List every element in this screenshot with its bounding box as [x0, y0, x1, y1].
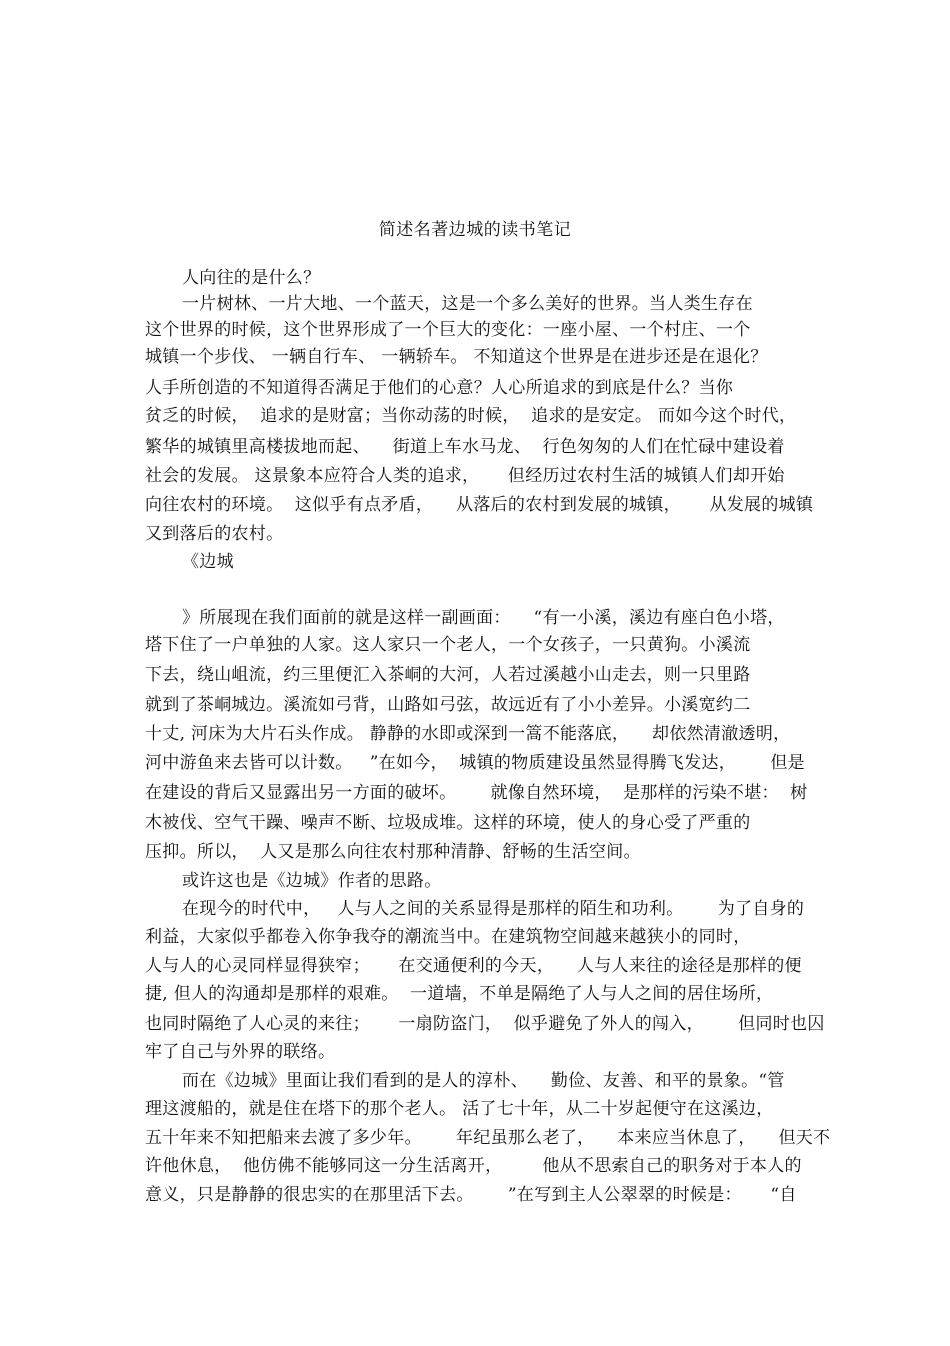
paragraph-line: 繁华的城镇里高楼拔地而起、 街道上车水马龙、 行色匆匆的人们在忙碌中建设着 — [145, 437, 785, 457]
paragraph-line: 城镇一个步伐、 一辆自行车、 一辆轿车。 不知道这个世界是在进步还是在退化？ — [145, 347, 768, 367]
paragraph-line: 这个世界的时候，这个世界形成了一个巨大的变化：一座小屋、一个村庄、一个 — [145, 320, 751, 340]
paragraph-line: 也同时隔绝了人心灵的来往； 一扇防盗门， 似乎避免了外人的闯入， 但同时也囚 — [145, 1014, 825, 1034]
paragraph-line: 社会的发展。 这景象本应符合人类的追求， 但经历过农村生活的城镇人们却开始 — [145, 466, 785, 486]
paragraph-line: 牢了自己与外界的联络。 — [145, 1042, 336, 1062]
paragraph-line: 又到落后的农村。 — [145, 524, 284, 544]
paragraph-line: 》所展现在我们面前的就是这样一副画面： “有一小溪，溪边有座白色小塔， — [182, 608, 785, 628]
paragraph-line: 理这渡船的，就是住在塔下的那个老人。 活了七十年，从二十岁起便守在这溪边， — [145, 1099, 774, 1119]
paragraph-line: 下去，绕山岨流，约三里便汇入茶峒的大河，人若过溪越小山走去，则一只里路 — [145, 665, 751, 685]
paragraph-line: 或许这也是《边城》作者的思路。 — [182, 871, 442, 891]
paragraph-line: 而在《边城》里面让我们看到的是人的淳朴、 勤俭、友善、和平的景象。“管 — [182, 1071, 785, 1091]
paragraph-line: 捷, 但人的沟通却是那样的艰难。 一道墙，不单是隔绝了人与人之间的居住场所， — [145, 984, 774, 1004]
paragraph-line: 十丈, 河床为大片石头作成。 静静的水即或深到一篙不能落底， 却依然清澈透明， — [145, 724, 791, 744]
paragraph-line: 许他休息， 他仿佛不能够同这一分生活离开， 他从不思索自己的职务对于本人的 — [145, 1156, 802, 1176]
paragraph-line: 木被伐、空气干躁、噪声不断、垃圾成堆。这样的环境，使人的身心受了严重的 — [145, 813, 751, 833]
paragraph-line: 在建设的背后又显露出另一方面的破坏。 就像自然环境， 是那样的污染不堪： 树 — [145, 783, 808, 803]
paragraph-line: 向往农村的环境。 这似乎有点矛盾， 从落后的农村到发展的城镇， 从发展的城镇 — [145, 495, 814, 515]
paragraph-line: 一片树林、一片大地、一个蓝天，这是一个多么美好的世界。当人类生存在 — [182, 294, 753, 314]
paragraph-line: 意义，只是静静的很忠实的在那里活下去。 ”在写到主人公翠翠的时候是： “自 — [145, 1185, 797, 1205]
paragraph-line: 在现今的时代中， 人与人之间的关系显得是那样的陌生和功利。 为了自身的 — [182, 899, 805, 919]
paragraph-line: 压抑。所以， 人又是那么向往农村那种清静、舒畅的生活空间。 — [145, 842, 641, 862]
paragraph-line: 利益，大家似乎都卷入你争我夺的潮流当中。在建筑物空间越来越狭小的同时， — [145, 927, 751, 947]
paragraph-line: 塔下住了一户单独的人家。这人家只一个老人，一个女孩子，一只黄狗。小溪流 — [145, 635, 751, 655]
paragraph-line: 人手所创造的不知道得否满足于他们的心意？人心所追求的到底是什么？当你 — [145, 378, 734, 398]
paragraph-line: 人向往的是什么？ — [182, 268, 321, 288]
paragraph-line: 五十年来不知把船来去渡了多少年。 年纪虽那么老了， 本来应当休息了， 但天不 — [145, 1128, 831, 1148]
paragraph-line: 人与人的心灵同样显得狭窄； 在交通便利的今天， 人与人来往的途径是那样的便 — [145, 956, 802, 976]
paragraph-line: 就到了茶峒城边。溪流如弓背，山路如弓弦，故远近有了小小差异。小溪宽约二 — [145, 695, 751, 715]
paragraph-line: 《边城 — [182, 552, 234, 572]
paragraph-line: 贫乏的时候， 追求的是财富；当你动荡的时候， 追求的是安定。 而如今这个时代， — [145, 406, 797, 426]
document-title: 简述名著边城的读书笔记 — [378, 220, 572, 240]
paragraph-line: 河中游鱼来去皆可以计数。 ”在如今， 城镇的物质建设虽然显得腾飞发达， 但是 — [145, 753, 805, 773]
